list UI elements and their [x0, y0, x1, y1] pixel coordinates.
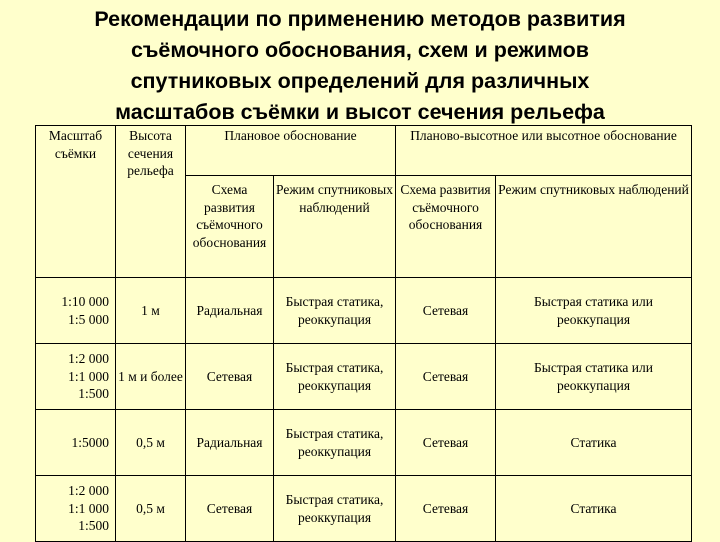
- subheader-hv-scheme: [396, 176, 496, 278]
- cell-plan-scheme: Радиальная: [186, 410, 274, 476]
- subheader-plan-mode: [274, 176, 396, 278]
- cell-plan-mode: Быстрая статика, реоккупация: [274, 278, 396, 344]
- cell-hv-mode: Статика: [496, 476, 692, 542]
- cell-plan-mode: Быстрая статика, реоккупация: [274, 344, 396, 410]
- header-height-basis: Планово-высотное или высотное обоснование: [396, 126, 692, 176]
- title-line: Рекомендации по применению методов развития: [94, 7, 626, 31]
- cell-contour-height: 0,5 м: [116, 476, 186, 542]
- cell-hv-scheme: Сетевая: [396, 410, 496, 476]
- header-planned-basis: Плановое обоснование: [186, 126, 396, 176]
- cell-contour-height: 1 м: [116, 278, 186, 344]
- cell-plan-scheme: Радиальная: [186, 278, 274, 344]
- header-contour-height: Высота сечения рельефа: [116, 126, 186, 278]
- cell-hv-mode: Статика: [496, 410, 692, 476]
- cell-hv-scheme: Сетевая: [396, 278, 496, 344]
- subheader-label: Схема развития съёмочного обоснования: [192, 182, 267, 250]
- table-row: [36, 410, 692, 476]
- subheader-plan-scheme: [186, 176, 274, 278]
- cell-contour-height: 0,5 м: [116, 410, 186, 476]
- title-line: съёмочного обоснования, схем и режимов: [131, 38, 589, 62]
- table-row: [36, 278, 692, 344]
- cell-scale: 1:2 000 1:1 000 1:500: [36, 344, 116, 410]
- table-row: [36, 476, 692, 542]
- header-row: [36, 126, 692, 176]
- slide-title: [40, 4, 680, 128]
- subheader-hv-mode: [496, 176, 692, 278]
- title-line: масштабов съёмки и высот сечения рельефа: [115, 100, 605, 124]
- table-row: [36, 344, 692, 410]
- cell-plan-mode: Быстрая статика, реоккупация: [274, 476, 396, 542]
- cell-plan-scheme: Сетевая: [186, 476, 274, 542]
- cell-scale: 1:10 000 1:5 000: [36, 278, 116, 344]
- cell-hv-mode: Быстрая статика или реоккупация: [496, 344, 692, 410]
- cell-hv-scheme: Сетевая: [396, 476, 496, 542]
- cell-scale: 1:5000: [36, 410, 116, 476]
- cell-scale: 1:2 000 1:1 000 1:500: [36, 476, 116, 542]
- title-line: спутниковых определений для различных: [130, 69, 590, 93]
- subheader-label: Режим спутниковых наблюдений: [498, 182, 689, 197]
- cell-plan-mode: Быстрая статика, реоккупация: [274, 410, 396, 476]
- subheader-label: Режим спутниковых наблюдений: [276, 182, 393, 215]
- cell-contour-height: 1 м и более: [116, 344, 186, 410]
- cell-plan-scheme: Сетевая: [186, 344, 274, 410]
- subheader-label: Схема развития съёмочного обоснования: [400, 182, 491, 232]
- header-scale: Масштаб съёмки: [36, 126, 116, 278]
- cell-hv-mode: Быстрая статика или реоккупация: [496, 278, 692, 344]
- cell-hv-scheme: Сетевая: [396, 344, 496, 410]
- recommendations-table: [35, 125, 692, 542]
